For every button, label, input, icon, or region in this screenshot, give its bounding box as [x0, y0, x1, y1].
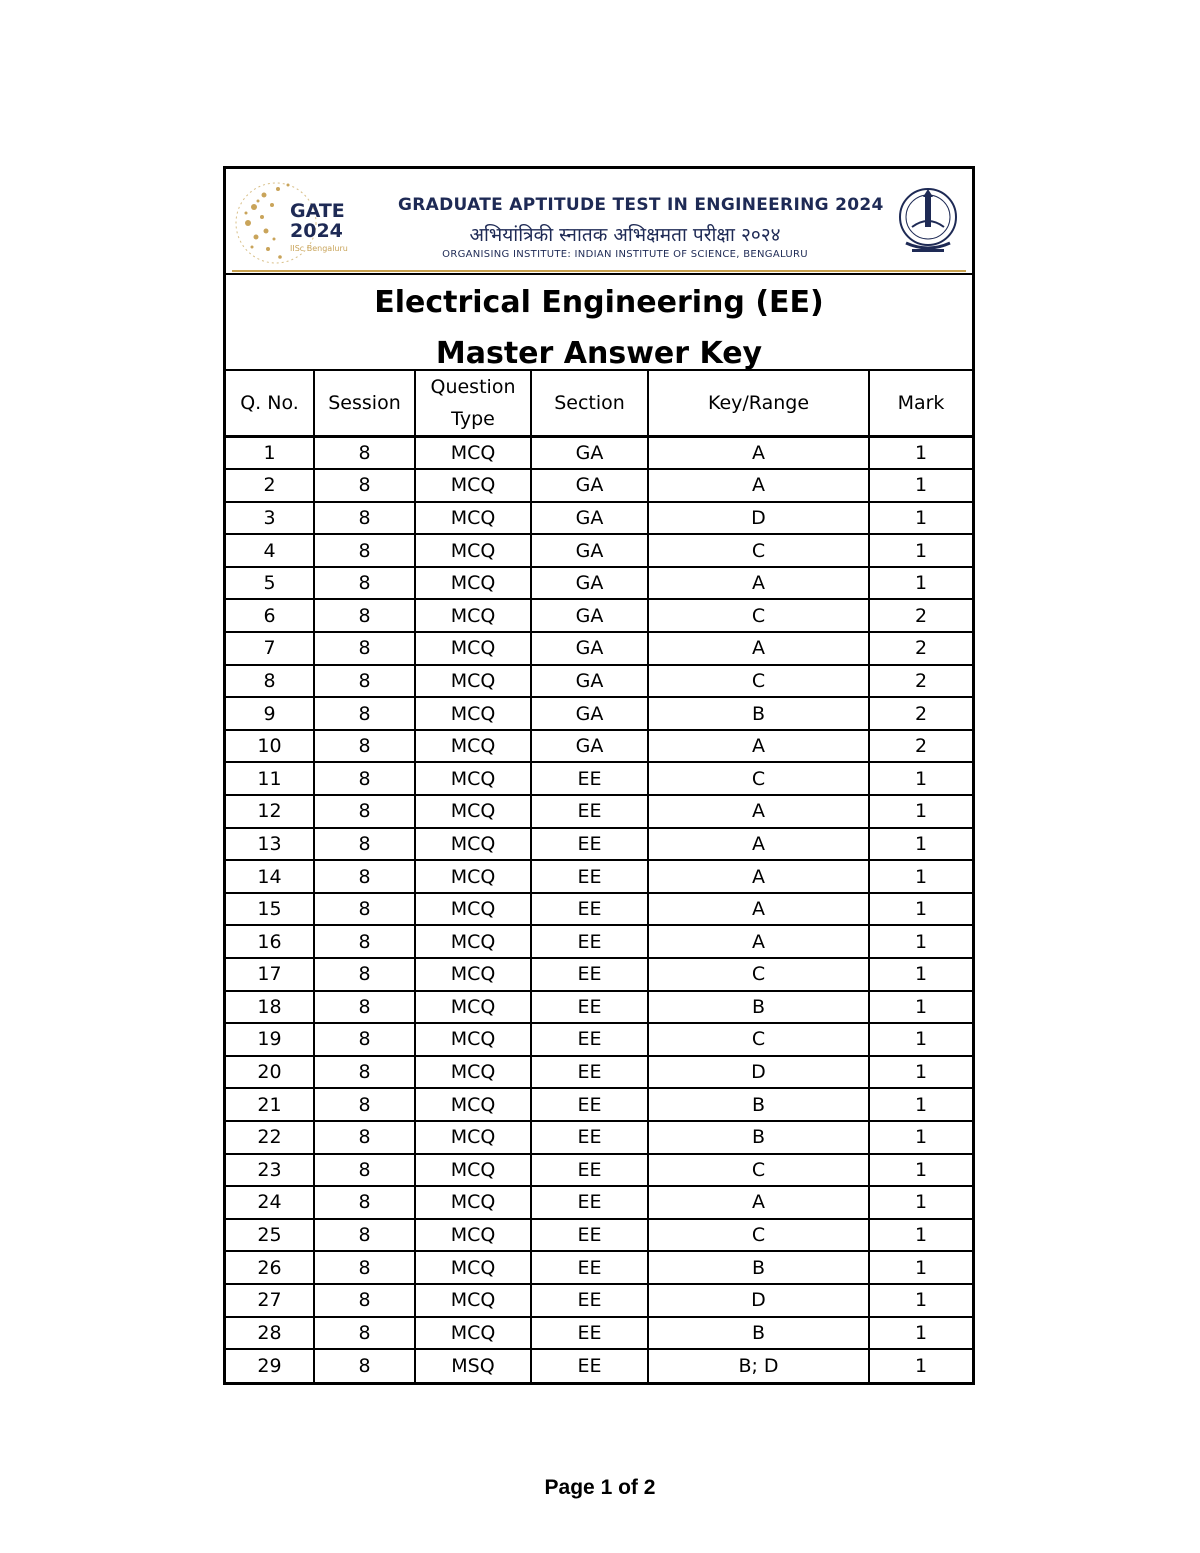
- table-row: [226, 1121, 972, 1154]
- cell-key-range: C: [648, 1023, 869, 1056]
- cell-section: EE: [531, 991, 648, 1024]
- cell-session: 8: [314, 665, 415, 698]
- cell-key-range: C: [648, 958, 869, 991]
- table-row: [226, 1349, 972, 1382]
- cell-mark: 1: [869, 1251, 972, 1284]
- answer-key-table: [226, 369, 972, 1382]
- cell-qno: 3: [226, 502, 314, 535]
- cell-section: EE: [531, 958, 648, 991]
- cell-qno: 2: [226, 469, 314, 502]
- cell-section: EE: [531, 860, 648, 893]
- table-row: [226, 437, 972, 470]
- cell-question-type: MCQ: [415, 991, 531, 1024]
- cell-session: 8: [314, 893, 415, 926]
- paper-title: Electrical Engineering (EE): [374, 285, 824, 320]
- cell-question-type: MCQ: [415, 958, 531, 991]
- cell-qno: 1: [226, 437, 314, 470]
- answer-key-title: Master Answer Key: [435, 336, 763, 371]
- cell-qno: 26: [226, 1251, 314, 1284]
- cell-qno: 12: [226, 795, 314, 828]
- cell-section: EE: [531, 1121, 648, 1154]
- cell-session: 8: [314, 697, 415, 730]
- table-row: [226, 1088, 972, 1121]
- col-header-question-type: Question Type: [415, 370, 531, 437]
- table-row: [226, 1154, 972, 1187]
- table-row: [226, 1219, 972, 1252]
- cell-section: GA: [531, 730, 648, 763]
- table-row: [226, 665, 972, 698]
- cell-mark: 1: [869, 1121, 972, 1154]
- cell-question-type: MCQ: [415, 828, 531, 861]
- cell-session: 8: [314, 1056, 415, 1089]
- cell-mark: 2: [869, 730, 972, 763]
- cell-question-type: MCQ: [415, 1186, 531, 1219]
- iisc-emblem-icon: [890, 183, 966, 259]
- cell-key-range: A: [648, 795, 869, 828]
- cell-question-type: MCQ: [415, 730, 531, 763]
- cell-key-range: A: [648, 860, 869, 893]
- cell-session: 8: [314, 828, 415, 861]
- cell-key-range: A: [648, 730, 869, 763]
- cell-question-type: MCQ: [415, 795, 531, 828]
- cell-session: 8: [314, 958, 415, 991]
- cell-key-range: D: [648, 1056, 869, 1089]
- cell-qno: 7: [226, 632, 314, 665]
- cell-mark: 1: [869, 828, 972, 861]
- cell-session: 8: [314, 437, 415, 470]
- cell-question-type: MCQ: [415, 1023, 531, 1056]
- cell-question-type: MCQ: [415, 1056, 531, 1089]
- cell-session: 8: [314, 1154, 415, 1187]
- cell-section: GA: [531, 665, 648, 698]
- organising-institute: ORGANISING INSTITUTE: INDIAN INSTITUTE OF SCIENCE, BENGALURU: [442, 249, 808, 260]
- table-row: [226, 567, 972, 600]
- table-row: [226, 697, 972, 730]
- cell-mark: 2: [869, 697, 972, 730]
- col-header-section: Section: [531, 370, 648, 437]
- cell-key-range: A: [648, 469, 869, 502]
- cell-section: EE: [531, 1349, 648, 1382]
- cell-key-range: D: [648, 1284, 869, 1317]
- cell-question-type: MCQ: [415, 632, 531, 665]
- exam-title: GRADUATE APTITUDE TEST IN ENGINEERING 2024: [398, 195, 884, 215]
- cell-question-type: MSQ: [415, 1349, 531, 1382]
- cell-session: 8: [314, 795, 415, 828]
- table-row: [226, 828, 972, 861]
- cell-mark: 1: [869, 1219, 972, 1252]
- cell-question-type: MCQ: [415, 697, 531, 730]
- cell-qno: 15: [226, 893, 314, 926]
- cell-question-type: MCQ: [415, 437, 531, 470]
- cell-key-range: B: [648, 1251, 869, 1284]
- cell-session: 8: [314, 762, 415, 795]
- document-title-block: [226, 273, 972, 369]
- table-header-row: [226, 370, 972, 437]
- cell-key-range: C: [648, 599, 869, 632]
- table-row: [226, 1023, 972, 1056]
- cell-section: EE: [531, 1186, 648, 1219]
- cell-mark: 2: [869, 632, 972, 665]
- cell-key-range: B: [648, 991, 869, 1024]
- cell-qno: 28: [226, 1317, 314, 1350]
- cell-section: EE: [531, 1284, 648, 1317]
- table-row: [226, 1186, 972, 1219]
- table-row: [226, 958, 972, 991]
- gate-logo-word: GATE: [290, 200, 345, 222]
- cell-key-range: C: [648, 665, 869, 698]
- cell-section: GA: [531, 632, 648, 665]
- exam-title-hindi: अभियांत्रिकी स्नातक अभिक्षमता परीक्षा २०२४: [469, 224, 781, 246]
- cell-section: EE: [531, 1056, 648, 1089]
- cell-key-range: A: [648, 925, 869, 958]
- cell-qno: 6: [226, 599, 314, 632]
- cell-session: 8: [314, 469, 415, 502]
- cell-section: GA: [531, 534, 648, 567]
- cell-question-type: MCQ: [415, 1251, 531, 1284]
- table-row: [226, 795, 972, 828]
- cell-section: EE: [531, 1023, 648, 1056]
- cell-question-type: MCQ: [415, 1317, 531, 1350]
- cell-mark: 1: [869, 925, 972, 958]
- cell-mark: 1: [869, 469, 972, 502]
- cell-mark: 1: [869, 1023, 972, 1056]
- cell-key-range: D: [648, 502, 869, 535]
- cell-qno: 27: [226, 1284, 314, 1317]
- cell-question-type: MCQ: [415, 1219, 531, 1252]
- cell-qno: 14: [226, 860, 314, 893]
- cell-question-type: MCQ: [415, 567, 531, 600]
- cell-qno: 25: [226, 1219, 314, 1252]
- table-row: [226, 991, 972, 1024]
- cell-mark: 1: [869, 534, 972, 567]
- cell-session: 8: [314, 1349, 415, 1382]
- cell-session: 8: [314, 860, 415, 893]
- cell-mark: 2: [869, 599, 972, 632]
- cell-mark: 2: [869, 665, 972, 698]
- cell-mark: 1: [869, 1056, 972, 1089]
- cell-qno: 4: [226, 534, 314, 567]
- cell-qno: 16: [226, 925, 314, 958]
- cell-session: 8: [314, 632, 415, 665]
- cell-mark: 1: [869, 1317, 972, 1350]
- table-row: [226, 730, 972, 763]
- col-header-mark: Mark: [869, 370, 972, 437]
- table-row: [226, 502, 972, 535]
- cell-section: EE: [531, 762, 648, 795]
- cell-key-range: C: [648, 1154, 869, 1187]
- cell-question-type: MCQ: [415, 599, 531, 632]
- cell-section: GA: [531, 599, 648, 632]
- cell-key-range: A: [648, 567, 869, 600]
- col-header-session: Session: [314, 370, 415, 437]
- table-row: [226, 632, 972, 665]
- cell-mark: 1: [869, 991, 972, 1024]
- cell-question-type: MCQ: [415, 762, 531, 795]
- cell-qno: 17: [226, 958, 314, 991]
- gate-logo-year: 2024: [290, 220, 343, 242]
- cell-section: GA: [531, 437, 648, 470]
- cell-key-range: A: [648, 828, 869, 861]
- cell-qno: 5: [226, 567, 314, 600]
- cell-qno: 21: [226, 1088, 314, 1121]
- cell-question-type: MCQ: [415, 502, 531, 535]
- cell-mark: 1: [869, 1284, 972, 1317]
- cell-session: 8: [314, 1284, 415, 1317]
- cell-mark: 1: [869, 567, 972, 600]
- cell-key-range: B: [648, 697, 869, 730]
- cell-mark: 1: [869, 1186, 972, 1219]
- cell-section: GA: [531, 469, 648, 502]
- cell-mark: 1: [869, 1154, 972, 1187]
- table-row: [226, 1317, 972, 1350]
- cell-session: 8: [314, 534, 415, 567]
- cell-question-type: MCQ: [415, 665, 531, 698]
- cell-question-type: MCQ: [415, 1284, 531, 1317]
- cell-section: EE: [531, 925, 648, 958]
- cell-session: 8: [314, 1186, 415, 1219]
- cell-section: EE: [531, 1154, 648, 1187]
- gate-2024-logo: [234, 177, 352, 269]
- cell-session: 8: [314, 730, 415, 763]
- cell-key-range: A: [648, 893, 869, 926]
- cell-key-range: A: [648, 1186, 869, 1219]
- cell-qno: 29: [226, 1349, 314, 1382]
- table-row: [226, 469, 972, 502]
- cell-key-range: A: [648, 437, 869, 470]
- table-row: [226, 1284, 972, 1317]
- table-row: [226, 925, 972, 958]
- cell-session: 8: [314, 1023, 415, 1056]
- cell-section: GA: [531, 697, 648, 730]
- table-row: [226, 860, 972, 893]
- table-row: [226, 893, 972, 926]
- cell-qno: 9: [226, 697, 314, 730]
- cell-session: 8: [314, 1088, 415, 1121]
- page-number: Page 1 of 2: [544, 1476, 656, 1499]
- cell-qno: 10: [226, 730, 314, 763]
- cell-section: EE: [531, 1219, 648, 1252]
- cell-question-type: MCQ: [415, 860, 531, 893]
- cell-key-range: B; D: [648, 1349, 869, 1382]
- cell-mark: 1: [869, 502, 972, 535]
- cell-session: 8: [314, 1121, 415, 1154]
- cell-question-type: MCQ: [415, 893, 531, 926]
- col-header-key-range: Key/Range: [648, 370, 869, 437]
- cell-session: 8: [314, 1219, 415, 1252]
- cell-question-type: MCQ: [415, 1121, 531, 1154]
- cell-question-type: MCQ: [415, 1088, 531, 1121]
- cell-question-type: MCQ: [415, 534, 531, 567]
- table-row: [226, 534, 972, 567]
- cell-section: EE: [531, 1088, 648, 1121]
- answer-key-sheet: [223, 166, 975, 1385]
- cell-session: 8: [314, 502, 415, 535]
- gate-header: [226, 169, 972, 273]
- cell-mark: 1: [869, 795, 972, 828]
- cell-session: 8: [314, 599, 415, 632]
- cell-section: GA: [531, 567, 648, 600]
- cell-qno: 19: [226, 1023, 314, 1056]
- cell-qno: 18: [226, 991, 314, 1024]
- cell-mark: 1: [869, 893, 972, 926]
- gate-logo-institute: IISc Bengaluru: [290, 244, 348, 253]
- cell-section: EE: [531, 828, 648, 861]
- cell-session: 8: [314, 925, 415, 958]
- cell-key-range: B: [648, 1121, 869, 1154]
- cell-mark: 1: [869, 1088, 972, 1121]
- cell-section: EE: [531, 1251, 648, 1284]
- cell-session: 8: [314, 567, 415, 600]
- cell-key-range: C: [648, 1219, 869, 1252]
- table-row: [226, 599, 972, 632]
- cell-key-range: A: [648, 632, 869, 665]
- cell-qno: 13: [226, 828, 314, 861]
- cell-section: EE: [531, 893, 648, 926]
- cell-mark: 1: [869, 860, 972, 893]
- cell-question-type: MCQ: [415, 925, 531, 958]
- cell-qno: 8: [226, 665, 314, 698]
- cell-qno: 20: [226, 1056, 314, 1089]
- table-row: [226, 762, 972, 795]
- cell-section: EE: [531, 795, 648, 828]
- cell-qno: 11: [226, 762, 314, 795]
- cell-key-range: C: [648, 762, 869, 795]
- header-divider: [232, 270, 966, 272]
- cell-qno: 23: [226, 1154, 314, 1187]
- table-row: [226, 1056, 972, 1089]
- cell-key-range: C: [648, 534, 869, 567]
- cell-session: 8: [314, 1251, 415, 1284]
- cell-mark: 1: [869, 958, 972, 991]
- cell-section: EE: [531, 1317, 648, 1350]
- cell-question-type: MCQ: [415, 1154, 531, 1187]
- cell-qno: 22: [226, 1121, 314, 1154]
- cell-key-range: B: [648, 1088, 869, 1121]
- cell-question-type: MCQ: [415, 469, 531, 502]
- cell-mark: 1: [869, 437, 972, 470]
- col-header-qno: Q. No.: [226, 370, 314, 437]
- cell-qno: 24: [226, 1186, 314, 1219]
- cell-session: 8: [314, 1317, 415, 1350]
- table-row: [226, 1251, 972, 1284]
- cell-section: GA: [531, 502, 648, 535]
- cell-mark: 1: [869, 1349, 972, 1382]
- cell-mark: 1: [869, 762, 972, 795]
- cell-key-range: B: [648, 1317, 869, 1350]
- cell-session: 8: [314, 991, 415, 1024]
